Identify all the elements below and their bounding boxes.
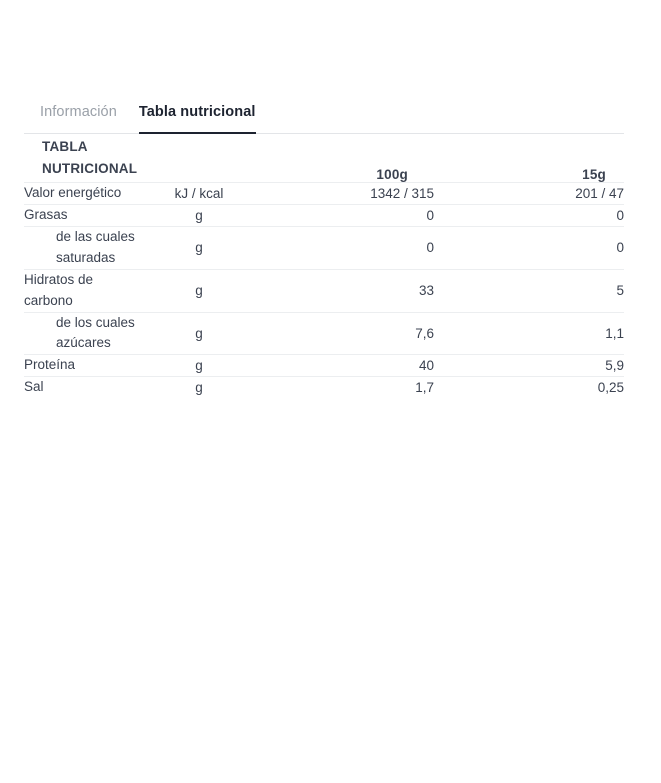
row-value-100g: 40 xyxy=(254,355,434,377)
nutrition-panel xyxy=(24,88,624,398)
row-value-15g: 1,1 xyxy=(434,312,624,355)
row-value-100g: 0 xyxy=(254,226,434,269)
row-value-100g: 1342 / 315 xyxy=(254,183,434,205)
table-row xyxy=(24,377,624,398)
row-unit: g xyxy=(144,355,254,377)
row-unit: g xyxy=(144,312,254,355)
table-row xyxy=(24,204,624,226)
header-unit xyxy=(144,134,254,183)
table-body xyxy=(24,183,624,399)
row-value-15g: 0 xyxy=(434,204,624,226)
table-row xyxy=(24,183,624,205)
row-unit: g xyxy=(144,204,254,226)
row-label: Hidratos de carbono xyxy=(24,269,144,312)
row-label: Grasas xyxy=(24,204,144,226)
row-label: de las cuales saturadas xyxy=(24,226,144,269)
table-row xyxy=(24,312,624,355)
row-value-100g: 1,7 xyxy=(254,377,434,398)
row-value-15g: 0 xyxy=(434,226,624,269)
row-label: de los cuales azúcares xyxy=(24,312,144,355)
table-row xyxy=(24,355,624,377)
row-value-15g: 5,9 xyxy=(434,355,624,377)
row-value-15g: 201 / 47 xyxy=(434,183,624,205)
table-row xyxy=(24,269,624,312)
tab-informacion[interactable]: Información xyxy=(40,104,117,133)
row-label: Sal xyxy=(24,377,144,398)
table-row xyxy=(24,226,624,269)
tab-bar xyxy=(24,88,624,134)
row-unit: g xyxy=(144,269,254,312)
row-label: Valor energético xyxy=(24,183,144,205)
row-label: Proteína xyxy=(24,355,144,377)
row-unit: g xyxy=(144,377,254,398)
row-value-100g: 33 xyxy=(254,269,434,312)
header-label: TABLA NUTRICIONAL xyxy=(42,139,138,176)
row-value-100g: 7,6 xyxy=(254,312,434,355)
nutrition-table xyxy=(24,134,624,398)
table-header-row xyxy=(24,134,624,183)
tab-tabla-nutricional[interactable]: Tabla nutricional xyxy=(139,104,256,133)
table-head xyxy=(24,134,624,183)
header-value-100g: 100g xyxy=(376,167,408,182)
row-value-15g: 0,25 xyxy=(434,377,624,398)
row-value-100g: 0 xyxy=(254,204,434,226)
header-value-15g: 15g xyxy=(582,167,606,182)
row-value-15g: 5 xyxy=(434,269,624,312)
row-unit: kJ / kcal xyxy=(144,183,254,205)
row-unit: g xyxy=(144,226,254,269)
